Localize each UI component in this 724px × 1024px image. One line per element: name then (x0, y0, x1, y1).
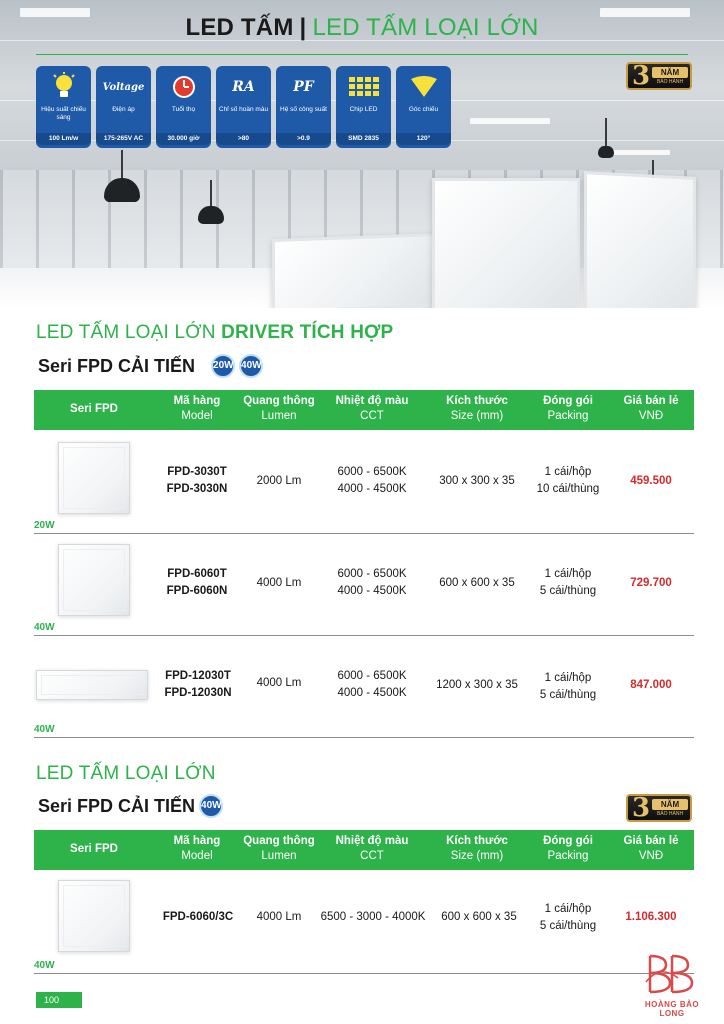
row-divider (34, 973, 694, 974)
header-cct: Nhiệt độ màu CCT (335, 395, 409, 422)
header-lumen: Quang thông Lumen (243, 835, 315, 862)
warranty-sub: BẢO HÀNH (656, 79, 684, 85)
spec-label: Chỉ số hoàn màu (218, 106, 269, 113)
spec-value: >80 (216, 133, 271, 145)
cct-cell: 6000 - 6500K 4000 - 4500K (337, 670, 407, 699)
spec-value: SMD 2835 (336, 133, 391, 145)
price-cell: 847.000 (630, 679, 672, 691)
spec-label: Góc chiếu (408, 106, 439, 113)
warranty-word: NĂM (652, 799, 688, 810)
warranty-badge (626, 62, 692, 90)
packing-cell: 1 cái/hộp 10 cái/thùng (536, 466, 600, 495)
size-cell: 300 x 300 x 35 (439, 475, 515, 487)
product-image-6060 (58, 544, 130, 616)
spec-beam-angle (396, 66, 451, 148)
table-row (34, 872, 694, 974)
led-panel-angled-image (584, 171, 696, 308)
led-panel-square-image (432, 178, 580, 308)
brand-name: HOÀNG BẢO LONG (644, 1000, 700, 1018)
model-cell: FPD-6060/3C (162, 911, 234, 923)
header-size: Kích thước Size (mm) (446, 395, 508, 422)
size-cell: 600 x 600 x 35 (441, 911, 517, 923)
spec-efficiency (36, 66, 91, 148)
spec-value: 175-265V AC (96, 133, 151, 145)
page-number: 100 (36, 992, 82, 1008)
ra-icon (216, 71, 271, 103)
brand-monogram-icon (632, 952, 712, 996)
table-row (34, 534, 694, 636)
ceiling-light (610, 150, 670, 155)
packing-cell: 1 cái/hộp 5 cái/thùng (539, 672, 597, 701)
watt-badge: 40W (199, 794, 223, 818)
pendant-lamp (104, 150, 140, 202)
table-row (34, 432, 694, 534)
warranty-word: NĂM (652, 67, 688, 78)
wattage-label: 40W (34, 724, 55, 735)
spec-lifetime (156, 66, 211, 148)
table2-header (34, 830, 694, 870)
section1-title-bold: DRIVER TÍCH HỢP (221, 322, 394, 343)
led-panel-rect-image (272, 233, 442, 308)
header-cct: Nhiệt độ màu CCT (335, 835, 409, 862)
title-part-1: LED TẤM (185, 14, 294, 41)
wattage-label: 40W (34, 622, 55, 633)
table1-header (34, 390, 694, 430)
section1-title (36, 322, 393, 344)
header-model: Mã hàng Model (173, 395, 221, 422)
bulb-icon (36, 71, 91, 103)
header-lumen: Quang thông Lumen (243, 395, 315, 422)
spec-ra (216, 66, 271, 148)
section2-title: LED TẤM LOẠI LỚN (36, 763, 216, 784)
ra-icon-text: RA (232, 79, 255, 95)
section1-seri (38, 354, 263, 378)
warranty-number: 3 (632, 793, 651, 823)
pendant-lamp (598, 118, 614, 158)
lumen-cell: 4000 Lm (256, 677, 302, 689)
spec-label: Hiệu suất chiếu sáng (41, 106, 86, 121)
title-underline (36, 54, 688, 55)
lumen-cell: 4000 Lm (256, 577, 302, 589)
wattage-label: 20W (34, 520, 55, 531)
price-cell: 1.106.300 (625, 911, 677, 923)
hero-banner (0, 0, 724, 308)
header-seri: Seri FPD (70, 843, 118, 855)
model-cell: FPD-6060T FPD-6060N (166, 568, 228, 597)
header-price: Giá bán lẻ VNĐ (623, 395, 679, 422)
section2-seri (38, 794, 223, 818)
spec-value: 100 Lm/w (36, 133, 91, 145)
page-title (0, 14, 724, 42)
spec-label: Chip LED (349, 106, 378, 113)
title-separator: | (299, 14, 307, 41)
voltage-icon (96, 71, 151, 103)
seri-label: Seri FPD CẢI TIẾN (38, 355, 196, 376)
header-packing: Đóng gói Packing (543, 835, 593, 862)
packing-cell: 1 cái/hộp 5 cái/thùng (539, 568, 597, 597)
watt-badge: 40W (239, 354, 263, 378)
brand-logo (632, 952, 712, 1018)
price-cell: 459.500 (630, 475, 672, 487)
beam-angle-icon (396, 71, 451, 103)
ceiling-light (470, 118, 550, 124)
pf-icon-text: PF (293, 79, 314, 95)
row-divider (34, 737, 694, 738)
size-cell: 600 x 600 x 35 (439, 577, 515, 589)
clock-icon (156, 71, 211, 103)
spec-chip (336, 66, 391, 148)
header-model: Mã hàng Model (173, 835, 221, 862)
product-image-12030 (36, 670, 148, 700)
cct-cell: 6000 - 6500K 4000 - 4500K (337, 466, 407, 495)
lumen-cell: 4000 Lm (256, 911, 302, 923)
title-part-2: LED TẤM LOẠI LỚN (312, 14, 539, 41)
packing-cell: 1 cái/hộp 5 cái/thùng (539, 903, 597, 932)
spec-label: Tuổi thọ (171, 106, 196, 113)
spec-voltage (96, 66, 151, 148)
warranty-badge (626, 794, 692, 822)
warranty-sub: BẢO HÀNH (656, 811, 684, 817)
spec-label: Hệ số công suất (280, 106, 327, 113)
product-image-6060-3c (58, 880, 130, 952)
spec-pf (276, 66, 331, 148)
product-image-3030 (58, 442, 130, 514)
warranty-number: 3 (632, 61, 651, 91)
cct-cell: 6000 - 6500K 4000 - 4500K (337, 568, 407, 597)
seri-label: Seri FPD CẢI TIẾN (38, 795, 196, 816)
header-size: Kích thước Size (mm) (446, 835, 508, 862)
size-cell: 1200 x 300 x 35 (436, 679, 518, 691)
chip-icon (336, 71, 391, 103)
spec-value: 120° (396, 133, 451, 145)
pf-icon (276, 71, 331, 103)
spec-value: >0.9 (276, 133, 331, 145)
lumen-cell: 2000 Lm (256, 475, 302, 487)
price-cell: 729.700 (630, 577, 672, 589)
wattage-label: 40W (34, 960, 55, 971)
watt-badge: 20W (211, 354, 235, 378)
spec-value: 30.000 giờ (156, 133, 211, 145)
model-cell: FPD-12030T FPD-12030N (164, 670, 232, 699)
table-row (34, 636, 694, 738)
model-cell: FPD-3030T FPD-3030N (166, 466, 228, 495)
pendant-lamp (198, 180, 224, 224)
header-price: Giá bán lẻ VNĐ (623, 835, 679, 862)
cct-cell: 6500 - 3000 - 4000K (320, 911, 426, 923)
spec-icons (36, 66, 451, 148)
header-seri: Seri FPD (70, 403, 118, 415)
section1-title-regular: LED TẤM LOẠI LỚN (36, 322, 216, 343)
voltage-icon-text: Voltage (102, 81, 145, 93)
spec-label: Điện áp (112, 106, 135, 113)
header-packing: Đóng gói Packing (543, 395, 593, 422)
